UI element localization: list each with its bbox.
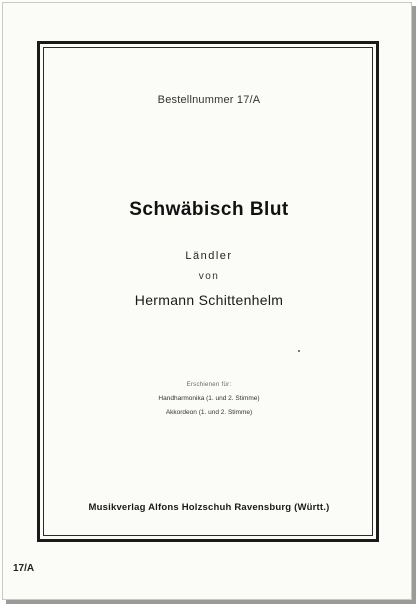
paper-speck	[298, 350, 300, 352]
editions-heading: Erschienen für:	[186, 382, 232, 388]
composer-name: Hermann Schittenhelm	[134, 292, 284, 308]
publisher-line: Musikverlag Alfons Holzschuh Ravensburg (Württ.)	[88, 502, 330, 513]
edition-item: Akkordeon (1. und 2. Stimme)	[165, 409, 253, 416]
order-number: Bestellnummer 17/A	[157, 94, 261, 106]
by-label: von	[198, 271, 220, 282]
footer-code: 17/A	[13, 563, 35, 574]
edition-item: Handharmonika (1. und 2. Stimme)	[158, 395, 260, 402]
page-title: Schwäbisch Blut	[129, 199, 289, 220]
genre-label: Ländler	[185, 250, 233, 262]
